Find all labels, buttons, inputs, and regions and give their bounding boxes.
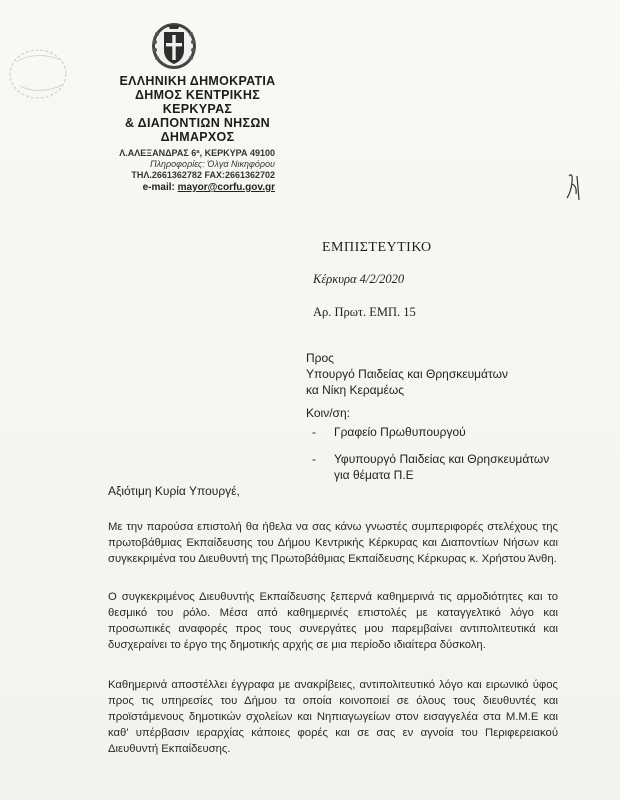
classification-label: ΕΜΠΙΣΤΕΥΤΙΚΟ bbox=[322, 240, 432, 255]
recipient-line: κα Νίκη Κεραμέως bbox=[306, 383, 404, 397]
recipient-line: Υπουργό Παιδείας και Θρησκευμάτων bbox=[306, 367, 508, 381]
email-label: e-mail: bbox=[142, 182, 175, 193]
handwritten-initials-icon bbox=[563, 170, 583, 204]
letterhead-line: ΔΗΜΑΡΧΟΣ bbox=[160, 130, 235, 144]
cc-list bbox=[312, 424, 564, 494]
letterhead bbox=[110, 74, 285, 193]
letter-date: Κέρκυρα 4/2/2020 bbox=[313, 272, 405, 286]
body-paragraph: Καθημερινά αποστέλλει έγγραφα με ανακρίβειες, αντιπολιτευτικό λόγο και ειρωνικό ύφος προς τις υπηρεσίες του Δήμου τα οποία κοινοποιεί σε όλους τους διευθυντές και προϊστάμενους δημοτικών σχολείων και Νηπιαγωγείων στον εισαγγελέα στα Μ.Μ.Ε και καθ' υπέρβασιν ιεραρχίας κάποιες φορές και σε σας εν αγνοία του Περιφερειακού Διευθυντή Εκπαίδευσης. bbox=[108, 679, 558, 755]
letterhead-address: Λ.ΑΛΕΞΑΝΔΡΑΣ 6ª, ΚΕΡΚΥΡΑ 49100 bbox=[119, 148, 275, 158]
greek-coat-of-arms-icon bbox=[150, 20, 198, 70]
cc-dash: - bbox=[312, 452, 316, 466]
cc-item bbox=[312, 451, 564, 483]
cc-dash: - bbox=[312, 425, 316, 439]
cc-item-text: Υφυπουργό Παιδείας και Θρησκευμάτων για θέματα Π.Ε bbox=[334, 452, 550, 482]
body-paragraph: Ο συγκεκριμένος Διευθυντής Εκπαίδευσης ξεπερνά καθημερινά τις αρμοδιότητες και το θεσμικό του ρόλο. Μέσα από καθημερινές επιστολές με καταγγελτικό λόγο και προσωπικές αναφορές προς τους συνεργάτες μου παρεμβαίνει αντιπολιτευτικά και δυσχεραίνει το έργο της δημοτικής αρχής σε μια περίοδο ιδιαίτερα δύσκολη. bbox=[108, 591, 558, 651]
body-paragraph: Με την παρούσα επιστολή θα ήθελα να σας κάνω γνωστές συμπεριφορές στελέχους της πρωτοβάθμιας Εκπαίδευσης του Δήμου Κεντρικής Κέρκυρας και Διαποντίων Νήσων και συγκεκριμένα του Διευθυντή της Πρωτοβάθμιας Εκπαίδευσης Κέρκυρας κ. Χρήστου Άνθη. bbox=[108, 521, 558, 565]
letterhead-email-row bbox=[110, 182, 285, 193]
cc-item bbox=[312, 424, 564, 440]
salutation: Αξιότιμη Κυρία Υπουργέ, bbox=[108, 484, 240, 498]
letterhead-line: & ΔΙΑΠΟΝΤΙΩΝ ΝΗΣΩΝ bbox=[125, 116, 270, 130]
recipient-to: Προς bbox=[306, 351, 334, 365]
letterhead-phone-fax: ΤΗΛ.2661362782 FAX:2661362702 bbox=[131, 170, 275, 180]
email-link[interactable]: mayor@corfu.gov.gr bbox=[177, 182, 275, 193]
faded-stamp-icon bbox=[6, 42, 76, 102]
protocol-number: Αρ. Πρωτ. ΕΜΠ. 15 bbox=[313, 305, 416, 319]
cc-item-text: Γραφείο Πρωθυπουργού bbox=[334, 425, 466, 439]
letterhead-line: ΔΗΜΟΣ ΚΕΝΤΡΙΚΗΣ bbox=[134, 88, 260, 102]
letterhead-line: ΕΛΛΗΝΙΚΗ ΔΗΜΟΚΡΑΤΙΑ bbox=[119, 74, 276, 88]
cc-title: Κοιν/ση: bbox=[306, 406, 350, 420]
letterhead-info: Πληροφορίες: Όλγα Νικηφόρου bbox=[150, 159, 275, 169]
letterhead-line: ΚΕΡΚΥΡΑΣ bbox=[162, 102, 233, 116]
recipient-block bbox=[306, 350, 508, 398]
